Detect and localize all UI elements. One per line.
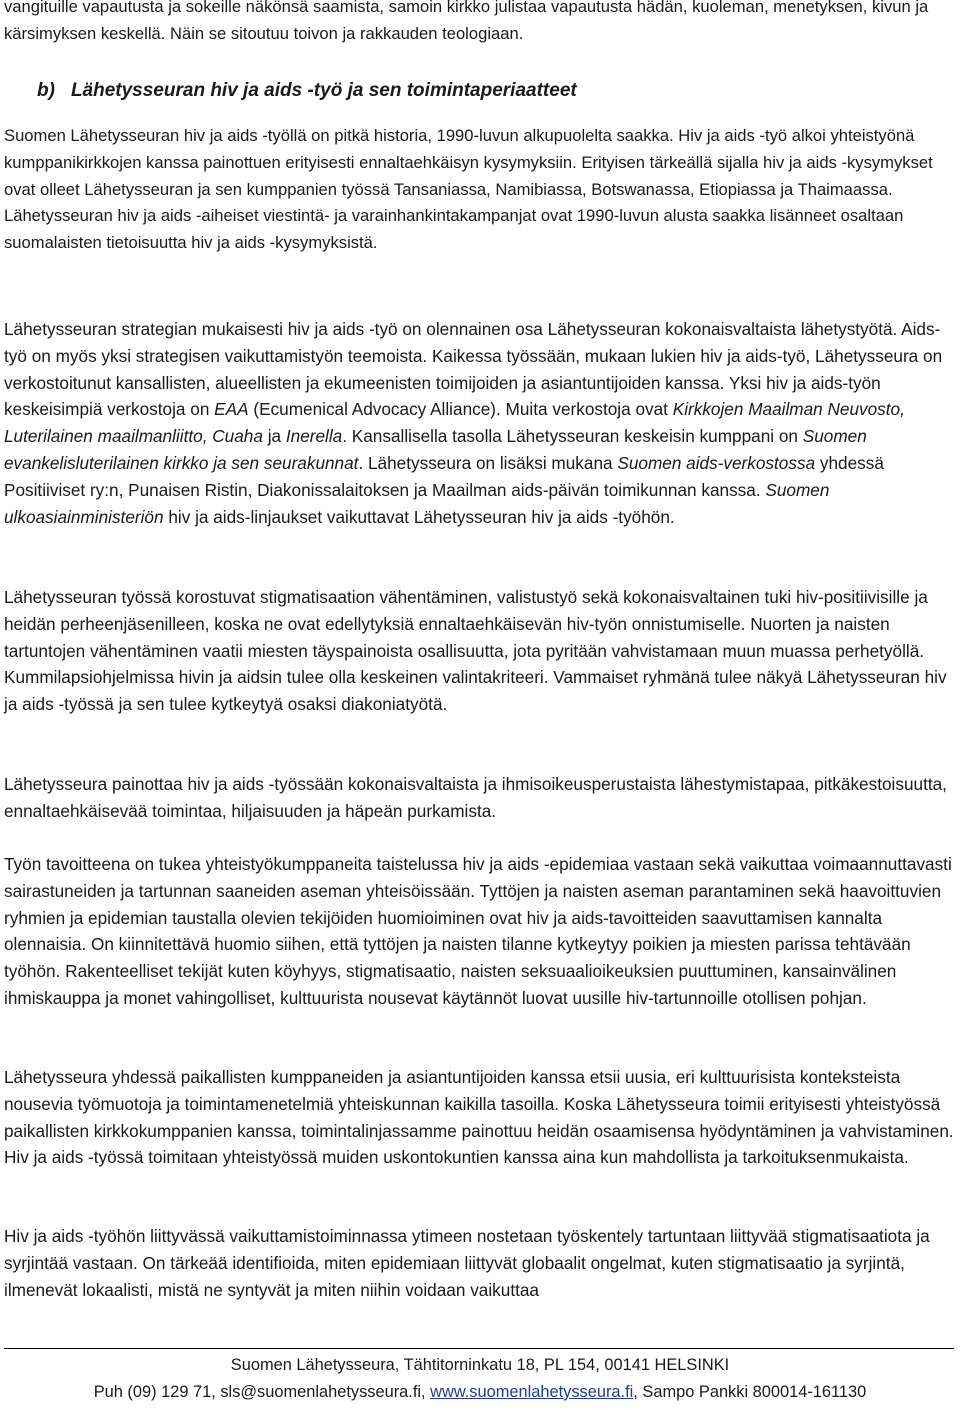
partner-aids-network: Suomen aids-verkostossa xyxy=(617,452,816,473)
strategy-text-3: ja xyxy=(262,426,286,447)
network-inerella: Inerella xyxy=(285,426,343,447)
footer-contact-suffix: , Sampo Pankki 800014-161130 xyxy=(633,1383,867,1401)
section-title: Lähetysseuran hiv ja aids -työ ja sen toimintaperiaatteet xyxy=(70,80,577,101)
paragraph-approach: Lähetysseura painottaa hiv ja aids -työssään kokonaisvaltaista ja ihmisoikeusperustaista lähestymistapaa, pitkäkestoisuutta, ennaltaehkäisevää toimintaa, hiljaisuuden ja häpeän purkamista. xyxy=(4,774,947,821)
section-heading xyxy=(37,77,937,104)
footer-contact-prefix: Puh (09) 129 71, sls@suomenlahetysseura.fi, xyxy=(93,1383,431,1401)
paragraph-strategy xyxy=(4,316,954,530)
section-number: b) xyxy=(37,80,55,101)
network-church-orgs: Kirkkojen Maailman Neuvosto, Luterilainen maailmanliitto, Cuaha xyxy=(4,399,905,447)
website-link[interactable]: www.suomenlahetysseura.fi xyxy=(430,1383,634,1401)
paragraph-local-partners: Lähetysseura yhdessä paikallisten kumppaneiden ja asiantuntijoiden kanssa etsii uusia, eri kulttuurisista konteksteista nousevia työmuotoja ja toimintamenetelmiä yhteiskunnan kaikilla tasoilla. Koska Lähetysseura toimii erityisesti yhteistyössä paikallisten kirkkokumppanien kanssa, toimintalinjassamme painottuu heidän osaamisensa hyödyntäminen ja vahvistaminen. Hiv ja aids -työssä toimitaan yhteistyössä muiden uskontokuntien kanssa aina kun mahdollista ja tarkoituksenmukaista. xyxy=(4,1067,954,1168)
paragraph-history: Suomen Lähetysseuran hiv ja aids -työllä on pitkä historia, 1990-luvun alkupuolelta saakka. Hiv ja aids -työ alkoi yhteistyönä kumppanikirkkojen kanssa painottuen erityisesti ennaltaehkäisyn kysymyksiin. Erityisen tärkeällä sijalla hiv ja aids -kysymykset ovat olleet Lähetysseuran ja sen kumppanien työssä Tansaniassa, Namibiassa, Botswanassa, Etiopiassa ja Thaimaassa. Lähetysseuran hiv ja aids -aiheiset viestintä- ja varainhankintakampanjat ovat 1990-luvun alusta saakka lisänneet osaltaan suomalaisten tietoisuutta hiv ja aids -kysymyksistä. xyxy=(4,126,933,253)
strategy-text-2: (Ecumenical Advocacy Alliance). Muita verkostoja ovat xyxy=(248,399,673,420)
footer-contact xyxy=(0,1380,960,1404)
network-eaa: EAA xyxy=(214,399,249,420)
paragraph-focus: Lähetysseuran työssä korostuvat stigmatisaation vähentäminen, valistustyö sekä kokonaisvaltainen tuki hiv-positiivisille ja heidän perheenjäsenilleen, koska ne ovat edellytyksiä ennaltaehkäisevän hiv-työn onnistumiselle. Nuorten ja naisten tartuntojen vähentäminen vaatii miesten täyspainoista osallisuutta, jota pyritään vahvistamaan muun muassa perhetyöllä. Kummilapsiohjelmissa hivin ja aidsin tulee olla keskeinen valintakriteeri. Vammaiset ryhmänä tulee näkyä Lähetysseuran hiv ja aids -työssä ja sen tulee kytkeytyä osaksi diakoniatyötä. xyxy=(4,587,947,715)
strategy-text-6: yhdessä Positiiviset ry:n, Punaisen Ristin, Diakonissalaitoksen ja Maailman aids-päivän toimikunnan kanssa. xyxy=(4,452,884,500)
intro-paragraph: vangituille vapautusta ja sokeille näkönsä saamista, samoin kirkko julistaa vapautusta hädän, kuoleman, menetyksen, kivun ja kärsimyksen keskellä. Näin se sitoutuu toivon ja rakkauden teologiaan. xyxy=(4,0,929,43)
footer-address: Suomen Lähetysseura, Tähtitorninkatu 18, PL 154, 00141 HELSINKI xyxy=(230,1356,730,1374)
paragraph-advocacy: Hiv ja aids -työhön liittyvässä vaikuttamistoiminnassa ytimeen nostetaan työskentely tartuntaan liittyvää stigmatisaatiota ja syrjintää vastaan. On tärkeää identifioida, miten epidemiaan liittyvät globaalit ongelmat, kuten stigmatisaatio ja syrjintä, ilmenevät lokaalisti, mistä ne syntyvät ja miten niihin voidaan vaikuttaa xyxy=(4,1226,930,1300)
strategy-text-4: . Kansallisella tasolla Lähetysseuran keskeisin kumppani on xyxy=(342,426,803,447)
strategy-text-7: hiv ja aids-linjaukset vaikuttavat Lähetysseuran hiv ja aids -työhön. xyxy=(163,506,675,527)
partner-church: Suomen evankelisluterilainen kirkko ja sen seurakunnat xyxy=(4,426,867,473)
footer-divider xyxy=(4,1348,954,1349)
strategy-text-1: Lähetysseuran strategian mukaisesti hiv ja aids -työ on olennainen osa Lähetysseuran kokonaisvaltaista lähetystyötä. Aids-työ on myös yksi strategisen vaikuttamistyön teemoista. Kaikessa työssään, mukaan lukien hiv ja aids-työ, Lähetysseura on verkostoitunut kansallisten, alueellisten ja ekumeenisten toimijoiden ja asiantuntijoiden kanssa. Yksi hiv ja aids-työn keskeisimpiä verkostoja on xyxy=(4,319,943,420)
partner-ministry: Suomen ulkoasiainministeriön xyxy=(4,479,830,527)
strategy-text-5: . Lähetysseura on lisäksi mukana xyxy=(358,452,618,473)
paragraph-goals: Työn tavoitteena on tukea yhteistyökumppaneita taistelussa hiv ja aids -epidemiaa vastaan sekä vaikuttaa voimaannuttavasti sairastuneiden ja tartunnan saaneiden aseman yhteisöissään. Tyttöjen ja naisten aseman parantaminen sekä haavoittuvien ryhmien ja epidemian taustalla olevien tekijöiden huomioiminen ovat hiv ja aids-tavoitteiden saavuttamisen kannalta olennaisia. On kiinnitettävä huomio siihen, että tyttöjen ja naisten tilanne kytkeytyy poikien ja miesten parissa tehtävään työhön. Rakenteelliset tekijät kuten köyhyys, stigmatisaatio, naisten seksuaalioikeuksien puuttuminen, kansainvälinen ihmiskauppa ja monet vahingolliset, kulttuurista nousevat käytännöt luovat uusille hiv-tartunnoille otollisen pohjan. xyxy=(4,854,952,1008)
